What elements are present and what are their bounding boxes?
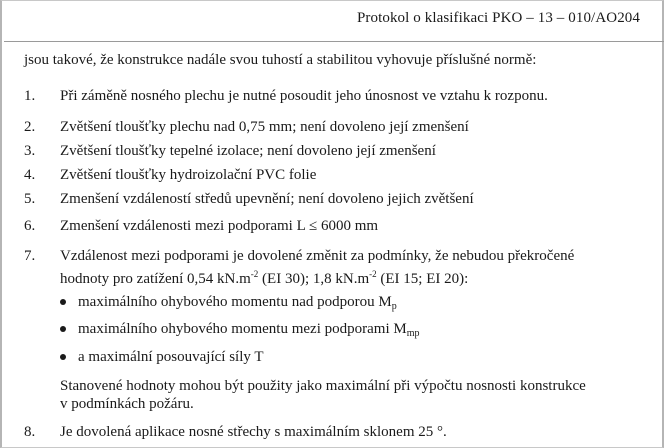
item-number: 4. [24,167,36,183]
bullet-icon [60,299,66,305]
list-item-2 [24,118,469,137]
item-number: 5. [24,191,36,207]
document-header: Protokol o klasifikaci PKO – 13 – 010/AO204 [356,10,640,26]
list-item-7-line-2 [60,265,644,289]
note-line-2: v podmínkách požáru. [60,396,194,412]
item-number: 8. [24,424,36,440]
line2-part-c: (EI 15; EI 20): [376,271,469,287]
header-divider [4,41,664,42]
list-item-8 [24,423,447,442]
item-text: Při záměně nosného plechu je nutné posoudit jeho únosnost ve vztahu k rozponu. [60,88,548,104]
item-number: 2. [24,119,36,135]
item-text: Zvětšení tloušťky plechu nad 0,75 mm; není dovoleno její zmenšení [60,119,469,135]
bullet-icon [60,354,66,360]
bullet-item-1 [60,293,397,316]
bullet-text: maximálního ohybového momentu nad podporou M [78,294,392,310]
bullet-text: maximálního ohybového momentu mezi podporami M [78,321,407,337]
item-text: Zmenšení vzdálenosti mezi podporami L ≤ 6000 mm [60,218,379,234]
line2-part-b: (EI 30); 1,8 kN.m [258,271,370,287]
item-number: 3. [24,143,36,159]
item-text: Je dovolená aplikace nosné střechy s maximálním sklonem 25 °. [60,424,447,440]
unit-superscript: -2 [250,269,259,279]
subscript: p [391,301,397,312]
line2-part-a: hodnoty pro zatížení 0,54 kN.m [60,271,251,287]
list-item-7-line-1: Vzdálenost mezi podporami je dovolené změnit za podmínky, že nebudou překročené [60,248,575,264]
item-number: 7. [24,248,36,264]
note-line-1: Stanovené hodnoty mohou být použity jako maximální při výpočtu nosnosti konstrukce [60,378,586,394]
list-item-5 [24,190,474,209]
list-item-7 [24,247,60,266]
list-item-1 [24,87,548,106]
subscript: mp [406,328,420,339]
bullet-text: a maximální posouvající síly T [78,349,264,365]
intro-paragraph: jsou takové, že konstrukce nadále svou tuhostí a stabilitou vyhovuje příslušné normě: [24,52,537,68]
item-text: Zmenšení vzdáleností středů upevnění; není dovoleno jejich zvětšení [60,191,474,207]
item-number: 1. [24,88,36,104]
unit-superscript: -2 [369,269,377,279]
bullet-item-3 [60,348,264,367]
list-item-6 [24,217,378,236]
bullet-icon [60,326,66,332]
item-number: 6. [24,218,36,234]
list-item-3 [24,142,436,161]
bullet-item-2 [60,320,419,343]
item-text: Zvětšení tloušťky hydroizolační PVC folie [60,167,317,183]
item-text: Zvětšení tloušťky tepelné izolace; není dovoleno její zmenšení [60,143,436,159]
list-item-4 [24,166,316,185]
